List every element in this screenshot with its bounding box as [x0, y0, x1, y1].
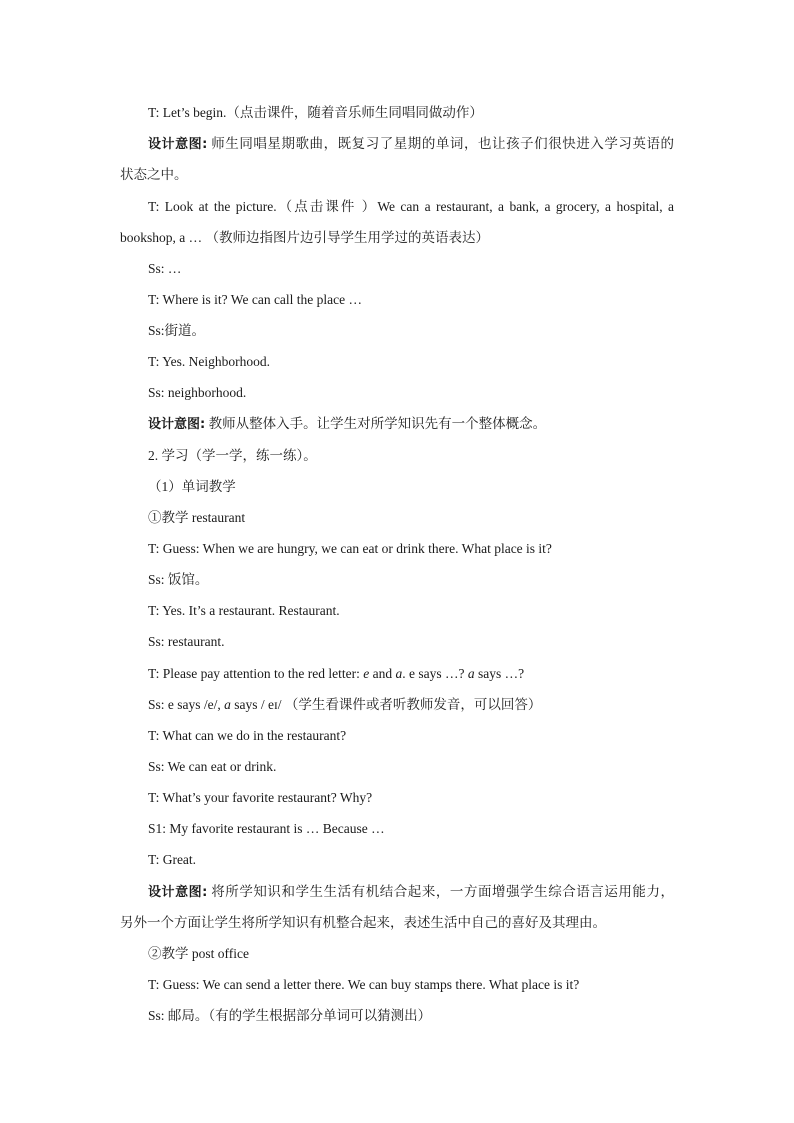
- line-design-intent-3: [148, 883, 674, 902]
- line-favorite: T: What’s your favorite restaurant? Why?: [148, 790, 373, 805]
- design-intent-text: 将所学知识和学生生活有机结合起来，一方面增强学生综合语言运用能力，: [207, 884, 675, 899]
- line-ss-restaurant-cn: Ss: 饭馆。: [148, 572, 209, 587]
- line-e-says: [148, 696, 541, 714]
- line-bookshop: bookshop, a … （教师边指图片边引导学生用学过的英语表达）: [120, 230, 489, 245]
- line-design-intent-2: [148, 415, 546, 434]
- line-s1-favorite: S1: My favorite restaurant is … Because …: [148, 821, 385, 836]
- design-intent-text: 教师从整体入手。让学生对所学知识先有一个整体概念。: [205, 416, 547, 431]
- line-teach-post-office: ②教学 post office: [148, 946, 249, 961]
- line-section-2: 2. 学习（学一学，练一练）。: [148, 448, 317, 463]
- letter-e: e: [363, 666, 370, 681]
- line-ss-restaurant: Ss: restaurant.: [148, 634, 225, 649]
- design-intent-label: 设计意图:: [148, 137, 208, 152]
- line-its-restaurant: T: Yes. It’s a restaurant. Restaurant.: [148, 603, 340, 618]
- letter-a: a: [467, 666, 475, 681]
- letter-a: a: [395, 666, 403, 681]
- letter-a: a: [224, 697, 231, 712]
- text-segment: T: Please pay attention to the red letter:: [148, 666, 364, 681]
- line-yes-neighborhood: T: Yes. Neighborhood.: [148, 354, 270, 369]
- line-look-picture: T: Look at the picture.（点击课件 ）We can a restaurant, a bank, a grocery, a hospital, a: [148, 199, 674, 214]
- text-segment: and: [369, 666, 396, 681]
- line-design-intent-1: [148, 135, 674, 154]
- text-segment: says …?: [474, 666, 525, 681]
- design-intent-label: 设计意图:: [148, 417, 206, 432]
- text-segment: . e says …?: [402, 666, 468, 681]
- line-what-can-we-do: T: What can we do in the restaurant?: [148, 728, 347, 743]
- line-ss-ellipsis: Ss: …: [148, 261, 182, 276]
- line-ss-neighborhood: Ss: neighborhood.: [148, 385, 247, 400]
- line-great: T: Great.: [148, 852, 197, 867]
- line-word-teaching: （1）单词教学: [148, 479, 236, 494]
- line-ss-post-office: Ss: 邮局。（有的学生根据部分单词可以猜测出）: [148, 1008, 432, 1023]
- line-red-letter: [148, 665, 524, 683]
- line-ss-street: Ss:街道。: [148, 323, 206, 338]
- line-eat-drink: Ss: We can eat or drink.: [148, 759, 277, 774]
- line-teach-restaurant: ①教学 restaurant: [148, 510, 246, 525]
- line-where-is-it: T: Where is it? We can call the place …: [148, 292, 363, 307]
- line-guess-hungry: T: Guess: When we are hungry, we can eat or drink there. What place is it?: [148, 541, 552, 556]
- line-other-side: 另外一个方面让学生将所学知识有机整合起来，表述生活中自己的喜好及其理由。: [120, 915, 606, 930]
- text-segment: Ss: e says /e/,: [148, 697, 225, 712]
- design-intent-label: 设计意图:: [148, 885, 208, 900]
- line-lets-begin: T: Let’s begin.（点击课件，随着音乐师生同唱同做动作）: [148, 105, 483, 120]
- design-intent-text: 师生同唱星期歌曲，既复习了星期的单词，也让孩子们很快进入学习英语的: [207, 136, 675, 151]
- text-segment: says / eɪ/ （学生看课件或者听教师发音，可以回答）: [230, 697, 542, 712]
- line-guess-letter: T: Guess: We can send a letter there. We can buy stamps there. What place is it?: [148, 977, 580, 992]
- line-state: 状态之中。: [120, 167, 188, 182]
